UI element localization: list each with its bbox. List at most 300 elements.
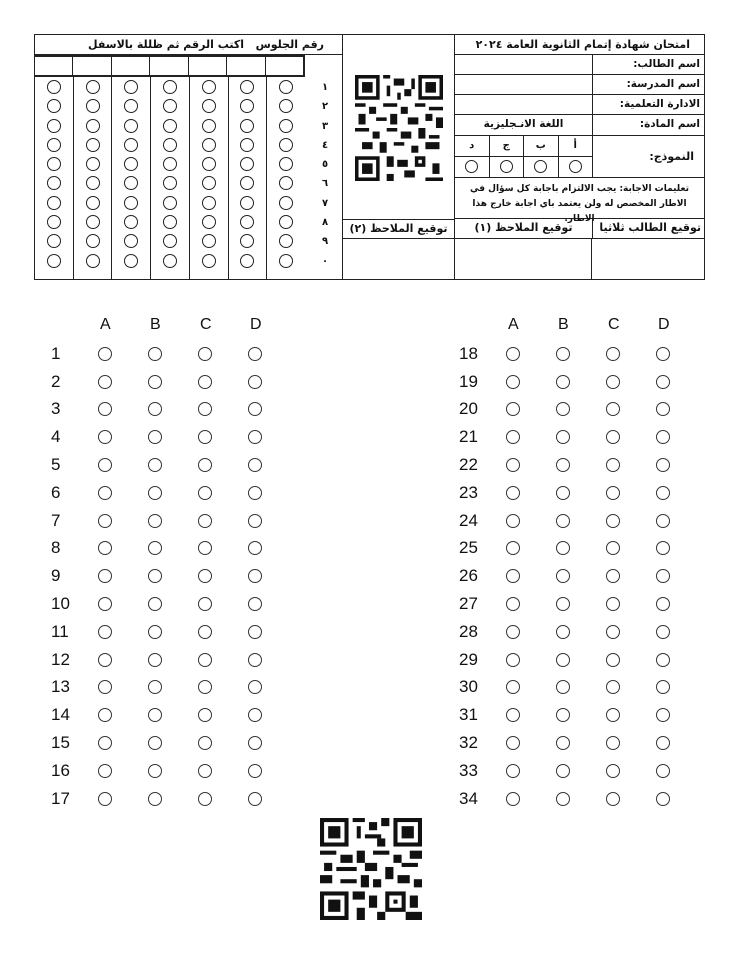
answer-bubble-b[interactable]: [556, 597, 570, 611]
answer-bubble-a[interactable]: [98, 569, 112, 583]
seat-digit-bubble[interactable]: [202, 99, 216, 113]
seat-digit-bubble[interactable]: [124, 196, 138, 210]
student-name-row: [455, 55, 704, 75]
seat-number-label: رقم الجلوس: [255, 38, 324, 51]
seat-digit-box[interactable]: [188, 57, 226, 75]
question-row: [48, 479, 298, 507]
answer-bubble-a[interactable]: [506, 569, 520, 583]
answer-bubble-a[interactable]: [98, 402, 112, 416]
answer-bubble-d[interactable]: [656, 708, 670, 722]
answer-bubble-a[interactable]: [98, 736, 112, 750]
option-header-a: A: [508, 316, 519, 333]
seat-digit-box[interactable]: [72, 57, 110, 75]
answer-bubble-c[interactable]: [198, 347, 212, 361]
answer-bubble-c[interactable]: [606, 708, 620, 722]
seat-digit-bubble[interactable]: [240, 196, 254, 210]
answer-bubble-a[interactable]: [506, 653, 520, 667]
seat-digit-column: [73, 77, 112, 279]
model-option-c[interactable]: ج: [489, 136, 524, 177]
seat-digit-column: [111, 77, 150, 279]
seat-digit-bubble[interactable]: [240, 234, 254, 248]
seat-digit-bubble[interactable]: [86, 234, 100, 248]
question-number: 22: [459, 455, 478, 475]
admin-row: [455, 95, 704, 115]
answer-bubble-b[interactable]: [556, 792, 570, 806]
answer-bubble-b[interactable]: [556, 402, 570, 416]
answer-bubble-d[interactable]: [656, 625, 670, 639]
question-row: [456, 396, 706, 424]
answer-bubble-d[interactable]: [656, 430, 670, 444]
seat-digit-bubble[interactable]: [86, 196, 100, 210]
seat-digit-bubble[interactable]: [240, 99, 254, 113]
answer-bubble-d[interactable]: [248, 486, 262, 500]
seat-digit-column: [266, 77, 305, 279]
subject-row: [455, 115, 704, 136]
digit-label: ٦: [321, 178, 329, 190]
seat-digit-bubble[interactable]: [163, 234, 177, 248]
answer-bubble-b[interactable]: [556, 541, 570, 555]
answer-bubble-c[interactable]: [198, 597, 212, 611]
answer-bubble-c[interactable]: [198, 653, 212, 667]
seat-digit-bubble[interactable]: [163, 119, 177, 133]
answer-bubble-a[interactable]: [506, 597, 520, 611]
answer-bubble-a[interactable]: [506, 541, 520, 555]
answer-bubble-a[interactable]: [506, 625, 520, 639]
seat-digit-bubble[interactable]: [163, 254, 177, 268]
answer-bubble-c[interactable]: [606, 569, 620, 583]
answer-bubble-c[interactable]: [606, 597, 620, 611]
answer-bubble-a[interactable]: [98, 430, 112, 444]
seat-digit-bubble[interactable]: [279, 196, 293, 210]
answer-bubble-a[interactable]: [98, 486, 112, 500]
answer-bubble-a[interactable]: [98, 375, 112, 389]
answer-bubble-c[interactable]: [198, 458, 212, 472]
answer-bubble-a[interactable]: [506, 430, 520, 444]
seat-digit-box[interactable]: [149, 57, 187, 75]
answer-bubble-d[interactable]: [248, 569, 262, 583]
seat-digit-bubble[interactable]: [279, 80, 293, 94]
answer-bubble-d[interactable]: [656, 597, 670, 611]
answer-bubble-b[interactable]: [148, 736, 162, 750]
answer-bubble-b[interactable]: [556, 653, 570, 667]
question-number: 15: [51, 733, 70, 753]
seat-digit-bubble[interactable]: [279, 234, 293, 248]
seat-digit-bubble[interactable]: [163, 157, 177, 171]
answer-bubble-b[interactable]: [556, 764, 570, 778]
seat-digit-bubble[interactable]: [279, 99, 293, 113]
seat-digit-bubble[interactable]: [86, 176, 100, 190]
seat-digit-column: [150, 77, 189, 279]
answer-bubble-c[interactable]: [606, 514, 620, 528]
answer-bubble-d[interactable]: [248, 514, 262, 528]
options-header: [48, 316, 298, 340]
question-row: [48, 423, 298, 451]
answer-bubble-c[interactable]: [606, 375, 620, 389]
answer-bubble-b[interactable]: [556, 569, 570, 583]
answer-bubble-b[interactable]: [148, 347, 162, 361]
signature-divider: [591, 239, 593, 279]
question-number: 20: [459, 399, 478, 419]
answer-bubble-a[interactable]: [506, 736, 520, 750]
answer-bubble-a[interactable]: [98, 458, 112, 472]
seat-digit-bubble[interactable]: [86, 119, 100, 133]
seat-digit-bubble[interactable]: [279, 254, 293, 268]
answer-bubble-c[interactable]: [606, 736, 620, 750]
answer-bubble-b[interactable]: [148, 486, 162, 500]
digit-labels: [315, 77, 335, 273]
answer-bubble-c[interactable]: [606, 458, 620, 472]
seat-digit-bubble[interactable]: [47, 234, 61, 248]
seat-digit-bubble[interactable]: [124, 234, 138, 248]
answer-bubble-b[interactable]: [148, 430, 162, 444]
seat-digit-bubble[interactable]: [47, 99, 61, 113]
question-row: [456, 701, 706, 729]
answer-bubble-b[interactable]: [148, 653, 162, 667]
answer-bubble-b[interactable]: [148, 375, 162, 389]
answer-bubble-b[interactable]: [148, 680, 162, 694]
answer-bubble-c[interactable]: [606, 764, 620, 778]
question-row: [48, 701, 298, 729]
admin-label: الادارة التعلمية:: [592, 95, 704, 114]
seat-digit-bubble[interactable]: [279, 157, 293, 171]
school-name-label: اسم المدرسة:: [592, 75, 704, 94]
qr-code-icon: [320, 818, 422, 920]
answer-bubble-d[interactable]: [248, 541, 262, 555]
seat-digit-bubble[interactable]: [279, 215, 293, 229]
seat-digit-bubble[interactable]: [86, 215, 100, 229]
question-row: [456, 646, 706, 674]
seat-digit-bubble[interactable]: [86, 80, 100, 94]
answer-bubble-a[interactable]: [506, 458, 520, 472]
admin-field[interactable]: [455, 95, 592, 114]
answer-bubble-c[interactable]: [606, 541, 620, 555]
seat-digit-box[interactable]: [111, 57, 149, 75]
question-row: [48, 785, 298, 813]
seat-digit-bubble[interactable]: [47, 80, 61, 94]
seat-digit-column: [228, 77, 267, 279]
option-header-d: D: [658, 316, 670, 333]
answer-bubble-c[interactable]: [198, 514, 212, 528]
answer-bubble-d[interactable]: [248, 708, 262, 722]
option-header-c: C: [608, 316, 620, 333]
question-number: 29: [459, 649, 478, 669]
seat-digit-bubble[interactable]: [202, 215, 216, 229]
answer-bubble-c[interactable]: [606, 653, 620, 667]
question-number: 4: [51, 427, 61, 447]
seat-number-title: [35, 35, 342, 55]
seat-digit-bubble[interactable]: [124, 119, 138, 133]
answer-bubble-a[interactable]: [98, 541, 112, 555]
answer-bubble-c[interactable]: [606, 792, 620, 806]
answer-bubble-b[interactable]: [148, 402, 162, 416]
seat-digit-bubble[interactable]: [86, 99, 100, 113]
answer-bubble-c[interactable]: [198, 541, 212, 555]
answer-bubble-c[interactable]: [198, 764, 212, 778]
seat-digit-bubble[interactable]: [47, 196, 61, 210]
model-bubble[interactable]: [534, 160, 547, 173]
answer-bubble-a[interactable]: [506, 347, 520, 361]
digit-label: ٨: [321, 217, 329, 229]
answer-bubble-a[interactable]: [98, 792, 112, 806]
seat-digit-bubble[interactable]: [124, 138, 138, 152]
answer-bubble-c[interactable]: [606, 486, 620, 500]
seat-digit-box[interactable]: [35, 57, 72, 75]
seat-digit-bubble[interactable]: [202, 176, 216, 190]
question-number: 1: [51, 343, 61, 363]
answer-bubble-a[interactable]: [98, 680, 112, 694]
seat-digit-bubble[interactable]: [202, 196, 216, 210]
model-bubble[interactable]: [500, 160, 513, 173]
answer-bubble-c[interactable]: [198, 625, 212, 639]
answer-bubble-c[interactable]: [198, 736, 212, 750]
question-number: 19: [459, 371, 478, 391]
question-number: 13: [51, 677, 70, 697]
question-row: [456, 562, 706, 590]
answer-bubble-d[interactable]: [656, 486, 670, 500]
answer-bubble-b[interactable]: [556, 708, 570, 722]
seat-digit-bubble[interactable]: [240, 80, 254, 94]
seat-digit-bubble[interactable]: [163, 138, 177, 152]
answer-bubble-c[interactable]: [606, 347, 620, 361]
question-row: [48, 729, 298, 757]
answer-bubble-b[interactable]: [148, 792, 162, 806]
question-row: [456, 785, 706, 813]
seat-digit-bubble[interactable]: [202, 254, 216, 268]
seat-digit-bubble[interactable]: [240, 157, 254, 171]
seat-digit-bubble[interactable]: [124, 254, 138, 268]
digit-label: ٧: [321, 197, 329, 209]
answer-bubble-a[interactable]: [98, 653, 112, 667]
answer-bubble-d[interactable]: [656, 792, 670, 806]
question-number: 23: [459, 482, 478, 502]
seat-digit-bubble[interactable]: [202, 157, 216, 171]
model-option-d[interactable]: د: [455, 136, 489, 177]
answer-bubble-a[interactable]: [506, 375, 520, 389]
school-name-row: [455, 75, 704, 95]
answer-bubble-d[interactable]: [248, 792, 262, 806]
seat-bubble-grid: [35, 77, 305, 279]
answer-bubble-a[interactable]: [98, 514, 112, 528]
answer-bubble-b[interactable]: [556, 375, 570, 389]
answer-grid-left: [48, 316, 298, 813]
answer-bubble-b[interactable]: [148, 708, 162, 722]
answer-bubble-d[interactable]: [248, 736, 262, 750]
answer-bubble-c[interactable]: [198, 486, 212, 500]
answer-bubble-a[interactable]: [98, 347, 112, 361]
question-number: 26: [459, 566, 478, 586]
seat-digit-bubble[interactable]: [47, 254, 61, 268]
answer-bubble-a[interactable]: [506, 680, 520, 694]
answer-bubble-b[interactable]: [556, 458, 570, 472]
question-row: [48, 535, 298, 563]
seat-digit-bubble[interactable]: [202, 80, 216, 94]
answer-bubble-d[interactable]: [656, 736, 670, 750]
answer-bubble-d[interactable]: [248, 458, 262, 472]
answer-bubble-a[interactable]: [506, 792, 520, 806]
answer-bubble-d[interactable]: [656, 653, 670, 667]
qr-code-icon: [355, 75, 443, 181]
seat-digit-bubble[interactable]: [202, 234, 216, 248]
answer-bubble-b[interactable]: [148, 597, 162, 611]
answer-bubble-a[interactable]: [98, 708, 112, 722]
answer-bubble-a[interactable]: [98, 764, 112, 778]
seat-digit-bubble[interactable]: [47, 176, 61, 190]
answer-bubble-d[interactable]: [248, 347, 262, 361]
seat-digit-box[interactable]: [265, 57, 303, 75]
answer-bubble-a[interactable]: [506, 764, 520, 778]
student-name-label: اسم الطالب:: [592, 55, 704, 74]
subject-label: اسم المادة:: [592, 115, 704, 135]
option-header-b: B: [558, 316, 569, 333]
answer-bubble-d[interactable]: [656, 569, 670, 583]
question-row: [456, 479, 706, 507]
answer-bubble-c[interactable]: [198, 402, 212, 416]
answer-bubble-d[interactable]: [656, 375, 670, 389]
answer-bubble-b[interactable]: [148, 541, 162, 555]
question-row: [48, 340, 298, 368]
model-bubble[interactable]: [465, 160, 478, 173]
answer-bubble-b[interactable]: [148, 514, 162, 528]
question-number: 32: [459, 733, 478, 753]
school-name-field[interactable]: [455, 75, 592, 94]
seat-digit-bubble[interactable]: [163, 196, 177, 210]
answer-bubble-d[interactable]: [656, 347, 670, 361]
answer-bubble-c[interactable]: [606, 625, 620, 639]
answer-bubble-d[interactable]: [248, 402, 262, 416]
answer-grid-right: [456, 316, 706, 813]
answer-bubble-a[interactable]: [506, 514, 520, 528]
answer-bubble-a[interactable]: [506, 708, 520, 722]
answer-bubble-b[interactable]: [556, 736, 570, 750]
seat-digit-bubble[interactable]: [240, 215, 254, 229]
question-number: 10: [51, 594, 70, 614]
answer-bubble-b[interactable]: [556, 514, 570, 528]
seat-digit-bubble[interactable]: [124, 215, 138, 229]
seat-digit-bubble[interactable]: [47, 215, 61, 229]
answer-bubble-d[interactable]: [656, 764, 670, 778]
answer-bubble-b[interactable]: [556, 430, 570, 444]
subject-value: اللغة الانـجليزية: [483, 118, 564, 130]
answer-bubble-d[interactable]: [656, 402, 670, 416]
question-row: [48, 451, 298, 479]
seat-number-panel: [35, 35, 343, 279]
seat-digit-bubble[interactable]: [163, 176, 177, 190]
question-number: 9: [51, 566, 61, 586]
seat-digit-bubble[interactable]: [240, 138, 254, 152]
answer-bubble-c[interactable]: [198, 708, 212, 722]
answer-bubble-d[interactable]: [656, 680, 670, 694]
exam-info-panel: [455, 35, 704, 279]
question-row: [456, 757, 706, 785]
answer-bubble-d[interactable]: [248, 680, 262, 694]
seat-digit-bubble[interactable]: [86, 157, 100, 171]
question-number: 14: [51, 705, 70, 725]
answer-bubble-d[interactable]: [248, 653, 262, 667]
seat-digit-bubble[interactable]: [47, 119, 61, 133]
answer-bubble-c[interactable]: [198, 569, 212, 583]
answer-bubble-c[interactable]: [198, 375, 212, 389]
model-option-a[interactable]: أ: [558, 136, 593, 177]
seat-digit-bubble[interactable]: [240, 254, 254, 268]
question-number: 6: [51, 482, 61, 502]
answer-bubble-d[interactable]: [656, 458, 670, 472]
student-name-field[interactable]: [455, 55, 592, 74]
question-row: [456, 729, 706, 757]
model-option-b[interactable]: ب: [523, 136, 558, 177]
answer-bubble-d[interactable]: [248, 430, 262, 444]
answer-bubble-d[interactable]: [248, 597, 262, 611]
answer-bubble-b[interactable]: [556, 486, 570, 500]
answer-bubble-a[interactable]: [98, 597, 112, 611]
seat-digit-bubble[interactable]: [240, 176, 254, 190]
seat-digit-bubble[interactable]: [124, 80, 138, 94]
seat-digit-bubble[interactable]: [163, 80, 177, 94]
seat-digit-bubble[interactable]: [163, 99, 177, 113]
seat-digit-bubble[interactable]: [124, 176, 138, 190]
answer-bubble-d[interactable]: [248, 625, 262, 639]
digit-label: ١: [321, 82, 329, 93]
seat-digit-bubble[interactable]: [202, 138, 216, 152]
seat-digit-bubble[interactable]: [47, 157, 61, 171]
answer-bubble-a[interactable]: [506, 486, 520, 500]
answer-bubble-c[interactable]: [198, 792, 212, 806]
question-number: 24: [459, 510, 478, 530]
question-row: [456, 340, 706, 368]
answer-bubble-d[interactable]: [248, 375, 262, 389]
digit-label: ٥: [321, 159, 329, 171]
seat-digit-bubble[interactable]: [279, 138, 293, 152]
answer-bubble-b[interactable]: [556, 680, 570, 694]
answer-bubble-c[interactable]: [606, 402, 620, 416]
answer-bubble-a[interactable]: [98, 625, 112, 639]
answer-bubble-d[interactable]: [656, 514, 670, 528]
answer-bubble-b[interactable]: [556, 625, 570, 639]
seat-digit-bubble[interactable]: [202, 119, 216, 133]
answer-bubble-c[interactable]: [606, 430, 620, 444]
seat-digit-bubble[interactable]: [163, 215, 177, 229]
model-bubble[interactable]: [569, 160, 582, 173]
answer-bubble-a[interactable]: [506, 402, 520, 416]
seat-digit-column: [35, 77, 73, 279]
question-number: 21: [459, 427, 478, 447]
answer-bubble-d[interactable]: [248, 764, 262, 778]
seat-digit-bubble[interactable]: [279, 119, 293, 133]
seat-digit-bubble[interactable]: [240, 119, 254, 133]
answer-bubble-b[interactable]: [148, 458, 162, 472]
answer-bubble-c[interactable]: [198, 430, 212, 444]
answer-bubble-b[interactable]: [556, 347, 570, 361]
seat-digit-bubble[interactable]: [124, 99, 138, 113]
seat-digit-bubble[interactable]: [86, 254, 100, 268]
seat-digit-bubble[interactable]: [47, 138, 61, 152]
question-number: 11: [51, 621, 69, 641]
digit-label: ٤: [321, 139, 329, 151]
seat-digit-bubble[interactable]: [124, 157, 138, 171]
answer-bubble-b[interactable]: [148, 569, 162, 583]
option-header-a: A: [100, 316, 111, 333]
seat-digit-bubble[interactable]: [279, 176, 293, 190]
answer-bubble-d[interactable]: [656, 541, 670, 555]
answer-bubble-c[interactable]: [198, 680, 212, 694]
answer-bubble-c[interactable]: [606, 680, 620, 694]
answer-bubble-b[interactable]: [148, 625, 162, 639]
seat-number-write-boxes: [35, 55, 305, 77]
question-row: [456, 423, 706, 451]
question-number: 12: [51, 649, 70, 669]
answer-bubble-b[interactable]: [148, 764, 162, 778]
seat-digit-box[interactable]: [226, 57, 264, 75]
seat-digit-bubble[interactable]: [86, 138, 100, 152]
